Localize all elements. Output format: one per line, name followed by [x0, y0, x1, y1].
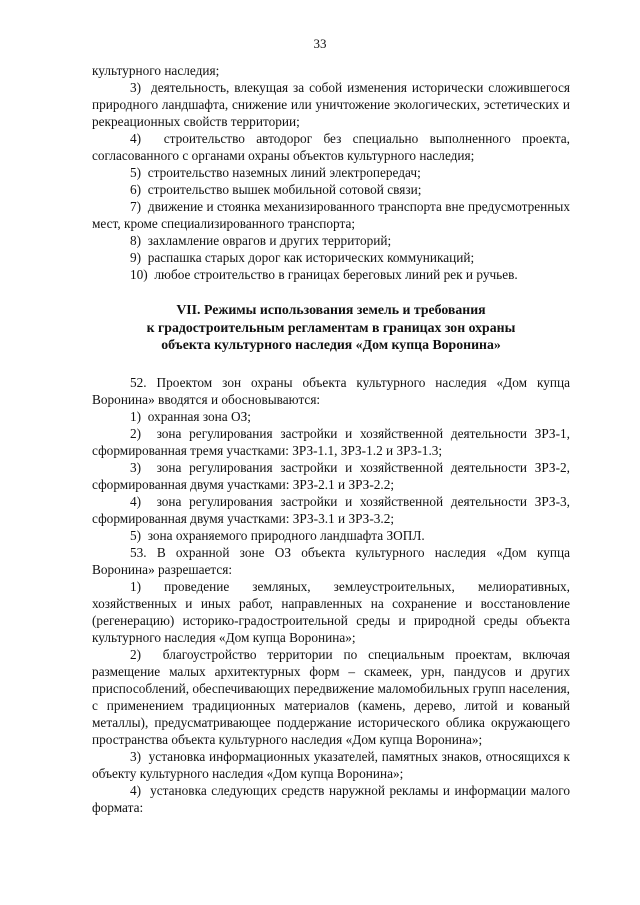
section-heading-line: VII. Режимы использования земель и требования [176, 302, 486, 317]
list-item: 9) распашка старых дорог как исторических коммуникаций; [130, 250, 475, 265]
list-item: 10) любое строительство в границах береговых линий рек и ручьев. [130, 267, 518, 282]
list-item: 5) строительство наземных линий электропередач; [130, 165, 421, 180]
list-item: 7) движение и стоянка механизированного транспорта вне предусмотренных мест, кроме специализированного транспорта; [92, 199, 570, 231]
document-body [92, 62, 570, 816]
list-item: 1) проведение земляных, землеустроительных, мелиоративных, хозяйственных и иных работ, направленных на сохранение и восстановление (регенерацию) историко-градостроительной среды и природной среды объекта культурного наследия «Дом купца Воронина»; [92, 578, 570, 645]
section-heading-line: к градостроительным регламентам в границах зон охраны [146, 319, 516, 335]
list-item: 3) установка информационных указателей, памятных знаков, относящихся к объекту культурного наследия «Дом купца Воронина»; [92, 748, 570, 781]
section-heading [92, 301, 570, 354]
list-item: 3) зона регулирования застройки и хозяйственной деятельности ЗРЗ-2, сформированная двумя участками: ЗРЗ-2.1 и ЗРЗ-2.2; [92, 459, 570, 492]
list-item-continuation: культурного наследия; [92, 63, 220, 78]
list-item: 5) зона охраняемого природного ландшафта ЗОПЛ. [130, 527, 425, 543]
list-item: 4) строительство автодорог без специально выполненного проекта, согласованного с органами охраны объектов культурного наследия; [92, 131, 570, 163]
paragraph: 52. Проектом зон охраны объекта культурного наследия «Дом купца Воронина» вводятся и обосновываются: [92, 374, 570, 407]
list-item: 3) деятельность, влекущая за собой изменения исторически сложившегося природного ландшафта, снижение или уничтожение экологических, эстетических и рекреационных свойств территории; [92, 80, 570, 129]
list-item: 2) благоустройство территории по специальным проектам, включая размещение малых архитектурных форм – скамеек, урн, пандусов и других приспособлений, обеспечивающих передвижение маломобильных групп населения, с применением традиционных материалов (камень, дерево, литой и кованый металлы), предусматривающее поддержание исторического облика окружающего пространства объекта культурного наследия «Дом купца Воронина»; [92, 646, 570, 747]
list-item: 1) охранная зона ОЗ; [130, 408, 251, 424]
page-number: 33 [313, 36, 327, 51]
list-item: 6) строительство вышек мобильной сотовой связи; [130, 182, 422, 197]
list-item: 4) установка следующих средств наружной рекламы и информации малого формата: [92, 782, 570, 815]
list-item: 8) захламление оврагов и других территорий; [130, 233, 392, 248]
list-item: 4) зона регулирования застройки и хозяйственной деятельности ЗРЗ-3, сформированная двумя участками: ЗРЗ-3.1 и ЗРЗ-3.2; [92, 493, 570, 526]
paragraph: 53. В охранной зоне ОЗ объекта культурного наследия «Дом купца Воронина» разрешается: [92, 544, 570, 577]
list-item: 2) зона регулирования застройки и хозяйственной деятельности ЗРЗ-1, сформированная тремя участками: ЗРЗ-1.1, ЗРЗ-1.2 и ЗРЗ-1.3; [92, 425, 570, 458]
section-heading-line: объекта культурного наследия «Дом купца Воронина» [161, 337, 501, 352]
